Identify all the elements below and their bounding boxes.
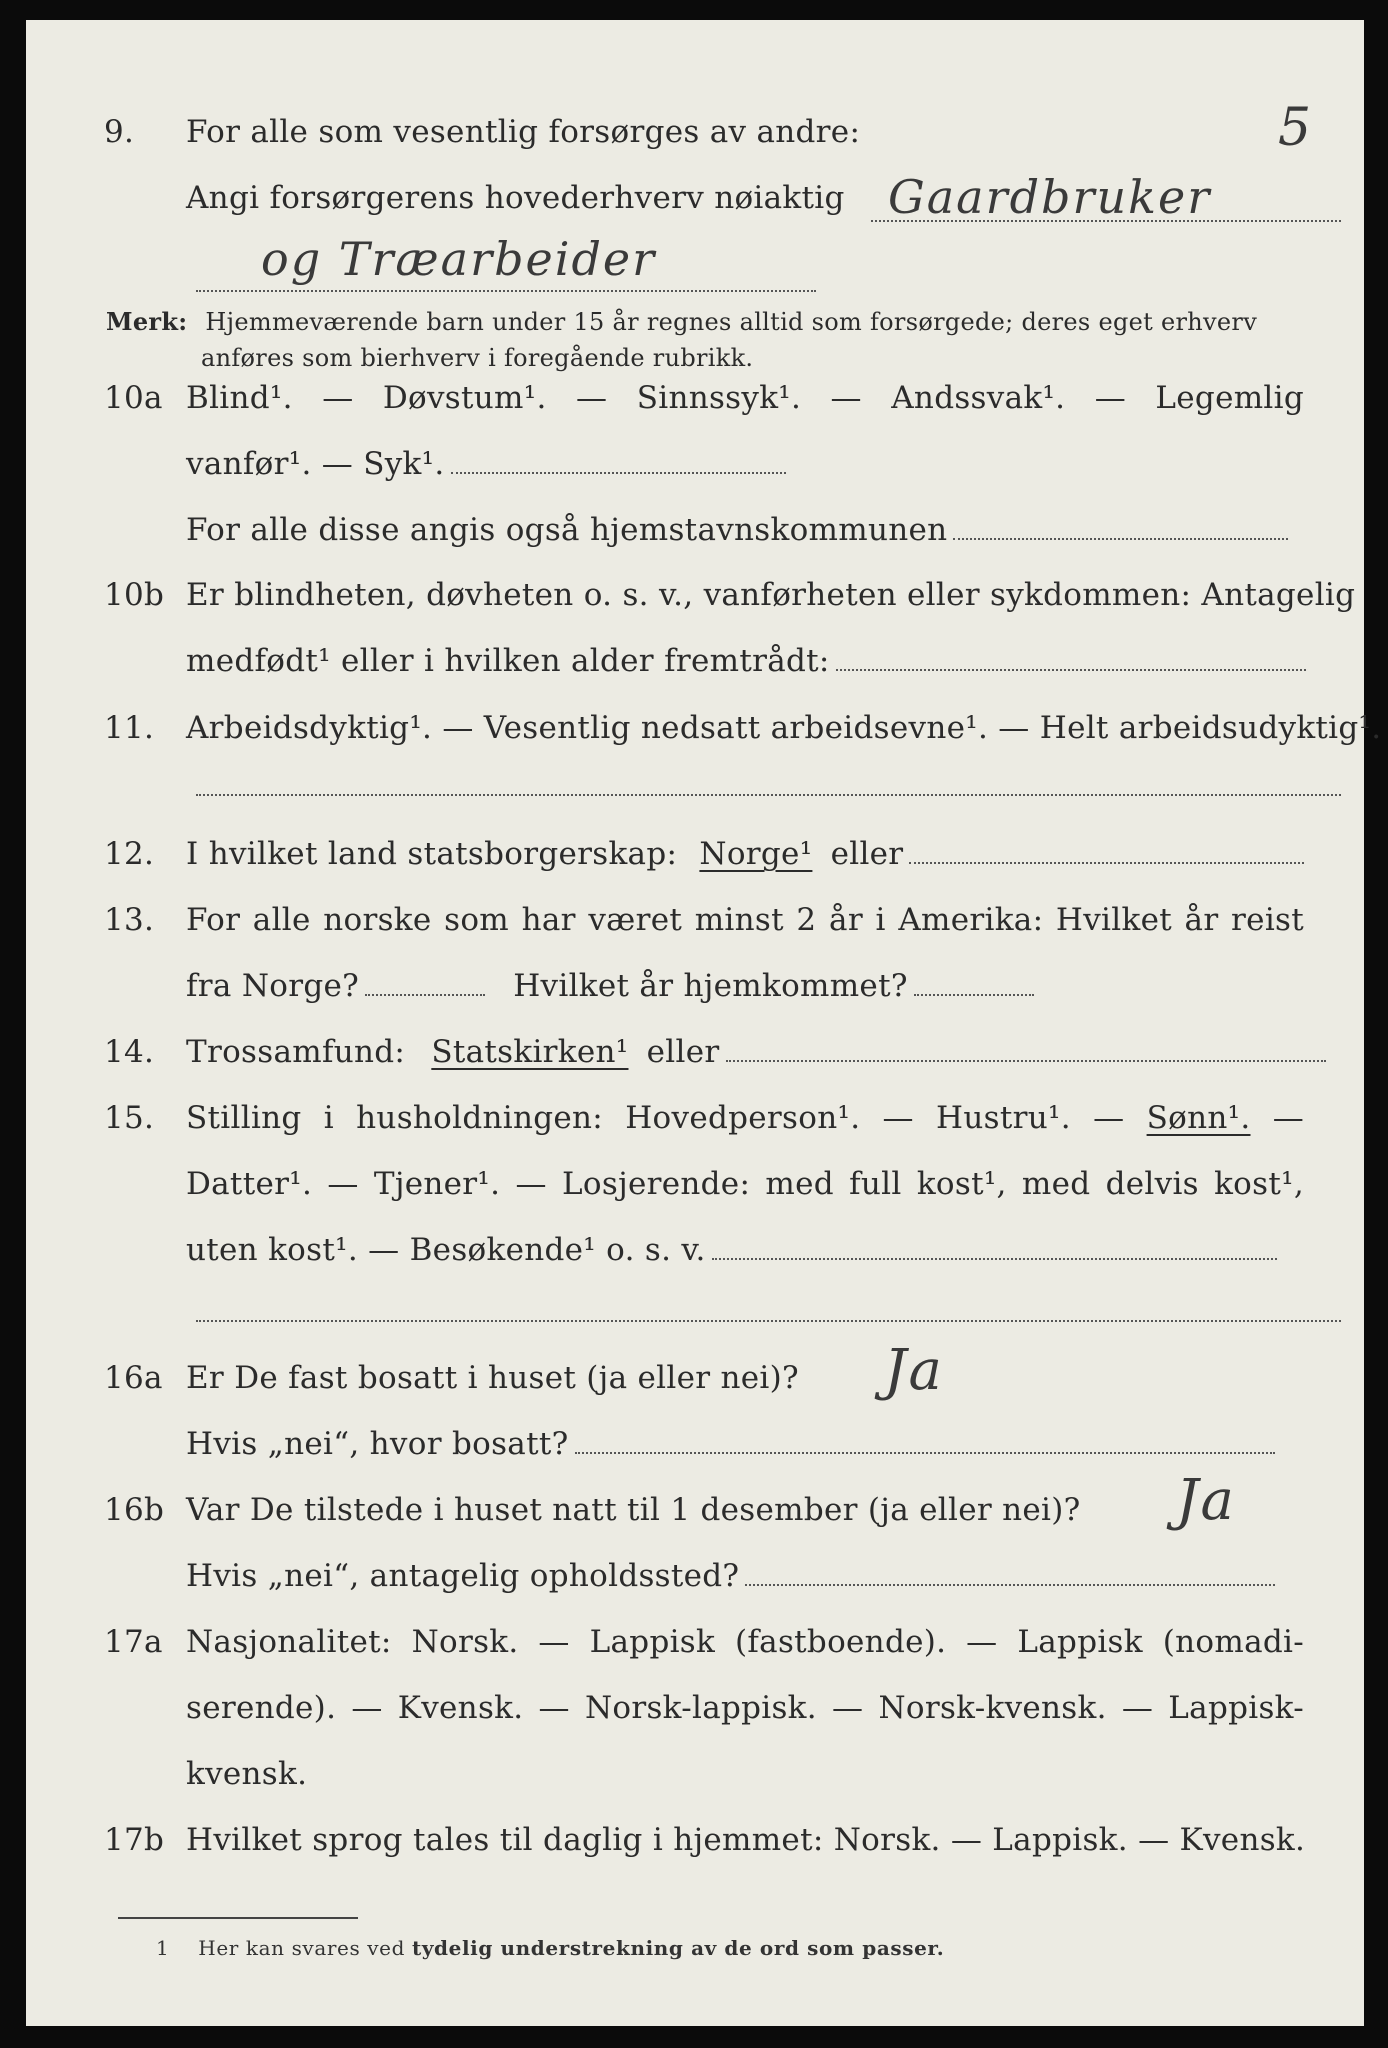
question-number: 15. <box>104 1100 155 1136</box>
question-text: Var De tilstede i huset natt til 1 desember (ja eller nei)? <box>186 1492 1081 1528</box>
question-text: uten kost¹. — Besøkende¹ o. s. v. <box>186 1230 1304 1270</box>
handwritten-answer: Ja <box>884 1338 944 1403</box>
census-form-page <box>26 20 1382 2026</box>
question-text: medfødt¹ eller i hvilken alder fremtrådt: <box>186 641 1304 681</box>
question-number: 17a <box>104 1624 163 1660</box>
question-text: I hvilket land statsborgerskap: Norge¹ eller <box>186 834 1304 874</box>
answer-line <box>836 669 1306 671</box>
handwritten-answer: og Træarbeider <box>261 232 657 286</box>
selected-option: Norge¹ <box>699 836 813 872</box>
answer-line <box>953 538 1288 540</box>
question-text: kvensk. <box>186 1756 308 1792</box>
footnote-mark: 1 <box>156 1936 170 1960</box>
question-text: Hvis „nei“, hvor bosatt? <box>186 1424 1304 1464</box>
merk-note-line2 <box>201 340 1309 376</box>
question-number: 16b <box>104 1492 165 1528</box>
question-text: For alle norske som har været minst 2 år i Amerika: Hvilket år reist <box>186 902 1304 938</box>
handwritten-answer: Gaardbruker <box>888 170 1212 224</box>
question-number: 10a <box>104 380 163 416</box>
question-number: 16a <box>104 1360 163 1396</box>
question-number: 13. <box>104 902 155 938</box>
question-text: fra Norge? Hvilket år hjemkommet? <box>186 966 1304 1006</box>
selected-option: Sønn¹. <box>1146 1100 1251 1136</box>
answer-line <box>745 1584 1275 1586</box>
selected-option: Statskirken¹ <box>431 1034 629 1070</box>
question-number: 12. <box>104 836 155 872</box>
question-text: Hvis „nei“, antagelig opholdssted? <box>186 1556 1304 1596</box>
question-text: Er blindheten, døvheten o. s. v., vanførheten eller sykdommen: Antagelig <box>186 577 1356 613</box>
footnote-text: Her kan svares ved <box>198 1936 406 1960</box>
question-text: Angi forsørgerens hovederhverv nøiaktig <box>186 180 845 216</box>
footnote-bold-text: tydelig understrekning av de ord som passer. <box>411 1936 945 1960</box>
question-text: For alle disse angis også hjemstavnskommunen <box>186 510 1304 550</box>
question-text: Nasjonalitet: Norsk. — Lappisk (fastboende). — Lappisk (nomadi- <box>186 1624 1304 1660</box>
question-text: Blind¹. — Døvstum¹. — Sinnssyk¹. — Andssvak¹. — Legemlig <box>186 380 1304 416</box>
question-text: Trossamfund: Statskirken¹ eller <box>186 1032 1304 1072</box>
footnote <box>156 1936 944 1960</box>
answer-line <box>365 994 485 996</box>
question-text: Stilling i husholdningen: Hovedperson¹. — Hustru¹. — Sønn¹. — <box>186 1100 1305 1136</box>
answer-line <box>451 472 786 474</box>
question-text: Hvilket sprog tales til daglig i hjemmet: Norsk. — Lappisk. — Kvensk. <box>186 1822 1306 1858</box>
merk-label: Merk: <box>106 307 188 336</box>
answer-line <box>909 862 1304 864</box>
answer-line <box>196 1320 1341 1322</box>
margin-mark: 5 <box>1278 98 1314 158</box>
merk-note <box>106 304 1309 340</box>
merk-text: Hjemmeværende barn under 15 år regnes alltid som forsørgede; deres eget erhverv <box>205 308 1258 336</box>
answer-line <box>196 794 1341 796</box>
footnote-divider <box>118 1917 358 1919</box>
question-text: Er De fast bosatt i huset (ja eller nei)? <box>186 1360 799 1396</box>
question-text: For alle som vesentlig forsørges av andre: <box>186 114 861 150</box>
question-text: serende). — Kvensk. — Norsk-lappisk. — Norsk-kvensk. — Lappisk- <box>186 1690 1304 1726</box>
question-number: 9. <box>104 114 135 150</box>
merk-text: anføres som bierhverv i foregående rubrikk. <box>201 344 754 372</box>
question-number: 17b <box>104 1822 165 1858</box>
answer-line <box>575 1452 1275 1454</box>
question-number: 14. <box>104 1034 155 1070</box>
handwritten-answer: Ja <box>1176 1468 1236 1533</box>
question-text: Arbeidsdyktig¹. — Vesentlig nedsatt arbeidsevne¹. — Helt arbeidsudyktig¹. <box>186 710 1382 746</box>
answer-line <box>196 290 816 292</box>
question-text: vanfør¹. — Syk¹. <box>186 444 1304 484</box>
answer-line <box>712 1258 1277 1260</box>
question-number: 11. <box>104 710 155 746</box>
answer-line <box>726 1060 1326 1062</box>
question-text: Datter¹. — Tjener¹. — Losjerende: med full kost¹, med delvis kost¹, <box>186 1166 1304 1202</box>
answer-line <box>914 994 1034 996</box>
question-number: 10b <box>104 577 165 613</box>
